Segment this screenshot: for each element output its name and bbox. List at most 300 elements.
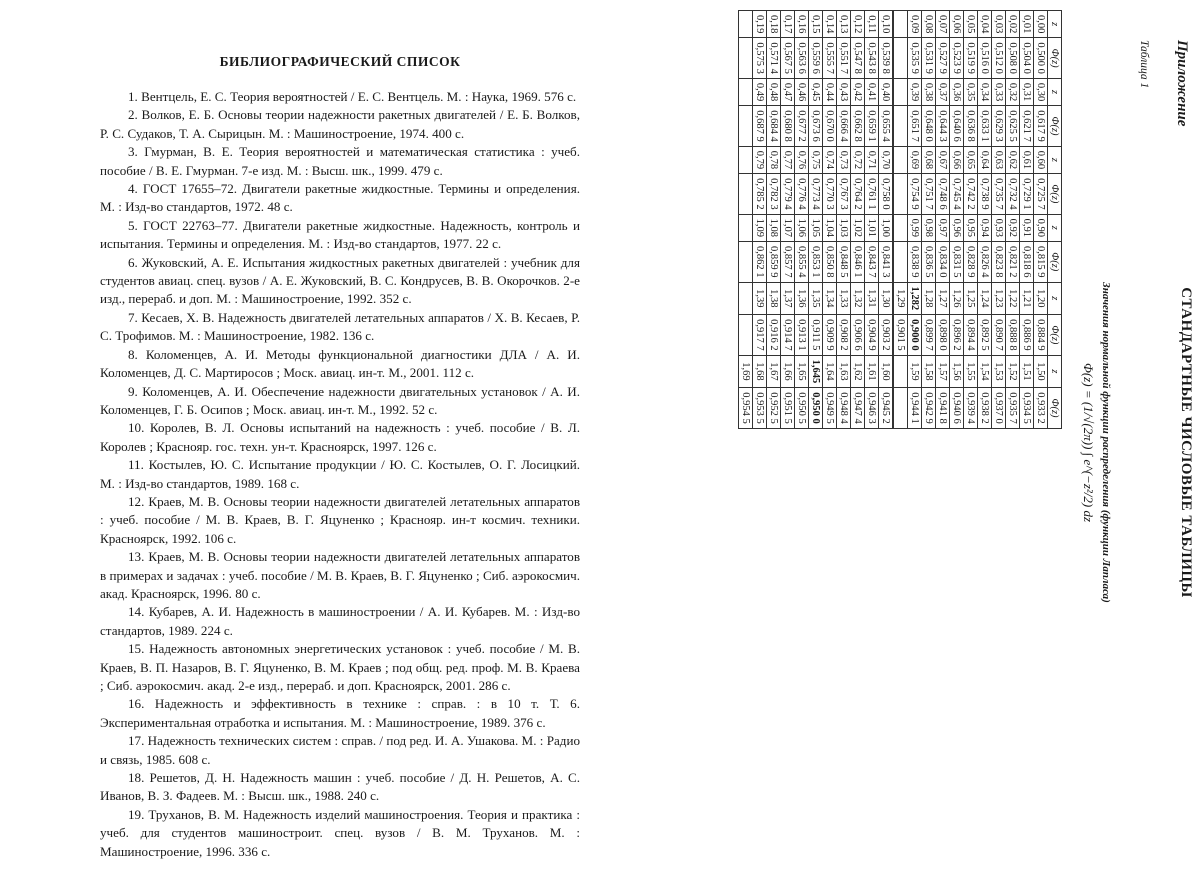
cell-phi: 0,575 3 bbox=[753, 38, 767, 79]
cell-phi: 0,846 1 bbox=[851, 242, 865, 283]
cell-phi: 0,754 9 bbox=[908, 174, 922, 215]
cell-z: 1,39 bbox=[753, 282, 767, 315]
cell-z: 0,19 bbox=[753, 11, 767, 38]
cell-z: 1,06 bbox=[795, 214, 809, 241]
bibliography-item: 1. Вентцель, Е. С. Теория вероятностей / Е. С. Вентцель. М. : Наука, 1969. 576 с. bbox=[128, 89, 577, 104]
column-header-phi: Φ(z) bbox=[1048, 315, 1062, 356]
table-body bbox=[739, 11, 1048, 429]
cell-z: 1,54 bbox=[978, 355, 992, 388]
cell-phi: 0,651 7 bbox=[908, 106, 922, 147]
cell-phi: 0,950 0 bbox=[809, 388, 823, 429]
bibliography-item: 4. ГОСТ 17655–72. Двигатели ракетные жидкостные. Термины и определения. М. : Изд-во стандартов, 1972. 48 с. bbox=[100, 181, 580, 215]
cell-z: 0,48 bbox=[767, 78, 781, 105]
cell-z: 1,64 bbox=[823, 355, 837, 388]
table-row bbox=[739, 11, 753, 429]
table-row bbox=[893, 11, 908, 429]
cell-phi: 0,633 1 bbox=[978, 106, 992, 147]
cell-z: 0,08 bbox=[922, 11, 936, 38]
cell-z: 0,43 bbox=[837, 78, 851, 105]
cell-phi: 0,841 3 bbox=[879, 242, 894, 283]
cell-phi: 0,512 0 bbox=[992, 38, 1006, 79]
cell-phi: 0,950 5 bbox=[795, 388, 809, 429]
cell-phi: 0,939 4 bbox=[964, 388, 978, 429]
cell-phi: 0,655 4 bbox=[879, 106, 894, 147]
cell-phi: 0,896 2 bbox=[950, 315, 964, 356]
cell-z: 1,53 bbox=[992, 355, 1006, 388]
cell-z: 0,10 bbox=[879, 11, 894, 38]
cell-phi: 0,648 0 bbox=[922, 106, 936, 147]
cell-z: 0,66 bbox=[950, 146, 964, 173]
cell-z: 0,00 bbox=[1034, 11, 1048, 38]
cell-z: 0,17 bbox=[781, 11, 795, 38]
cell-phi: 0,571 4 bbox=[767, 38, 781, 79]
column-header-z: z bbox=[1048, 282, 1062, 315]
cell-phi: 0,938 2 bbox=[978, 388, 992, 429]
cell-z: 1,26 bbox=[950, 282, 964, 315]
cell-z: 1,69 bbox=[739, 355, 753, 388]
column-header-z: z bbox=[1048, 146, 1062, 173]
bibliography-list bbox=[100, 88, 580, 861]
cell-phi: 0,625 5 bbox=[1006, 106, 1020, 147]
cell-phi: 0,859 9 bbox=[767, 242, 781, 283]
cell-phi: 0,764 2 bbox=[851, 174, 865, 215]
table-number-label: Таблица 1 bbox=[1138, 40, 1150, 89]
cell-z: 0,37 bbox=[936, 78, 950, 105]
cell-phi: 0,853 1 bbox=[809, 242, 823, 283]
cell-z: 0,63 bbox=[992, 146, 1006, 173]
cell-phi: 0,888 8 bbox=[1006, 315, 1020, 356]
table-row bbox=[753, 11, 767, 429]
cell-phi bbox=[893, 38, 908, 79]
cell-z: 0,40 bbox=[879, 78, 894, 105]
cell-z: 0,67 bbox=[936, 146, 950, 173]
cell-phi: 0,823 8 bbox=[992, 242, 1006, 283]
cell-z: 1,33 bbox=[837, 282, 851, 315]
cell-phi: 0,551 7 bbox=[837, 38, 851, 79]
column-header-phi: Φ(z) bbox=[1048, 106, 1062, 147]
cell-z: 0,79 bbox=[753, 146, 767, 173]
cell-z: 0,06 bbox=[950, 11, 964, 38]
cell-phi: 0,850 8 bbox=[823, 242, 837, 283]
column-header-phi: Φ(z) bbox=[1048, 174, 1062, 215]
cell-z: 0,44 bbox=[823, 78, 837, 105]
cell-phi: 0,516 0 bbox=[978, 38, 992, 79]
cell-z: 0,41 bbox=[865, 78, 879, 105]
cell-z: 0,47 bbox=[781, 78, 795, 105]
cell-z: 0,92 bbox=[1006, 214, 1020, 241]
cell-phi: 0,636 8 bbox=[964, 106, 978, 147]
cell-z: 1,04 bbox=[823, 214, 837, 241]
cell-phi: 0,935 7 bbox=[1006, 388, 1020, 429]
cell-phi: 0,567 5 bbox=[781, 38, 795, 79]
bibliography-item: 10. Королев, В. Л. Основы испытаний на надежность : учеб. пособие / В. Л. Королев ; Краснояр. гос. техн. ун-т. Красноярск, 1997. 126 с. bbox=[100, 420, 580, 454]
cell-z: 0,93 bbox=[992, 214, 1006, 241]
column-header-z: z bbox=[1048, 214, 1062, 241]
cell-phi: 0,531 9 bbox=[922, 38, 936, 79]
cell-phi: 0,901 5 bbox=[893, 315, 908, 356]
cell-z: 0,02 bbox=[1006, 11, 1020, 38]
cell-phi: 0,826 4 bbox=[978, 242, 992, 283]
table-row bbox=[1020, 11, 1034, 429]
cell-z: 1,02 bbox=[851, 214, 865, 241]
cell-phi: 0,504 0 bbox=[1020, 38, 1034, 79]
table-header-row bbox=[1048, 11, 1062, 429]
cell-z: 1,62 bbox=[851, 355, 865, 388]
cell-z: 1,08 bbox=[767, 214, 781, 241]
cell-z: 1,32 bbox=[851, 282, 865, 315]
cell-z: 1,20 bbox=[1034, 282, 1048, 315]
cell-z: 0,12 bbox=[851, 11, 865, 38]
table-row bbox=[978, 11, 992, 429]
cell-phi: 0,745 4 bbox=[950, 174, 964, 215]
cell-phi: 0,543 8 bbox=[865, 38, 879, 79]
cell-phi: 0,751 7 bbox=[922, 174, 936, 215]
cell-z: 1,645 bbox=[809, 355, 823, 388]
cell-z: 0,61 bbox=[1020, 146, 1034, 173]
cell-z: 0,15 bbox=[809, 11, 823, 38]
cell-z: 1,35 bbox=[809, 282, 823, 315]
cell-phi: 0,831 5 bbox=[950, 242, 964, 283]
cell-z bbox=[893, 146, 908, 173]
cell-phi: 0,836 5 bbox=[922, 242, 936, 283]
cell-z: 0,18 bbox=[767, 11, 781, 38]
cell-phi: 0,508 0 bbox=[1006, 38, 1020, 79]
cell-z: 1,34 bbox=[823, 282, 837, 315]
cell-phi: 0,621 7 bbox=[1020, 106, 1034, 147]
cell-z: 1,50 bbox=[1034, 355, 1048, 388]
cell-z: 1,09 bbox=[753, 214, 767, 241]
cell-phi: 0,843 7 bbox=[865, 242, 879, 283]
cell-phi bbox=[739, 106, 753, 147]
cell-z: 0,69 bbox=[908, 146, 922, 173]
cell-phi: 0,767 3 bbox=[837, 174, 851, 215]
cell-phi: 0,942 9 bbox=[922, 388, 936, 429]
table-row bbox=[992, 11, 1006, 429]
cell-z: 0,30 bbox=[1034, 78, 1048, 105]
cell-z: 1,282 bbox=[908, 282, 922, 315]
appendix-page bbox=[660, 0, 1200, 885]
cell-phi: 0,945 2 bbox=[879, 388, 894, 429]
cell-phi bbox=[739, 174, 753, 215]
cell-z: 1,07 bbox=[781, 214, 795, 241]
bibliography-page bbox=[100, 50, 580, 861]
cell-phi: 0,815 9 bbox=[1034, 242, 1048, 283]
bibliography-item: 5. ГОСТ 22763–77. Двигатели ракетные жидкостные. Надежность, контроль и испытания. Термины и определения. М. : Изд-во стандартов, 1977. 22 с. bbox=[100, 217, 580, 252]
table-row bbox=[964, 11, 978, 429]
bibliography-item: 18. Решетов, Д. Н. Надежность машин : учеб. пособие / Д. Н. Решетов, А. С. Иванов, В. З. Фадеев. М. : Высш. шк., 1988. 240 с. bbox=[100, 770, 580, 804]
cell-z: 1,58 bbox=[922, 355, 936, 388]
cell-z: 0,90 bbox=[1034, 214, 1048, 241]
cell-z: 0,64 bbox=[978, 146, 992, 173]
cell-z: 0,62 bbox=[1006, 146, 1020, 173]
cell-z: 0,07 bbox=[936, 11, 950, 38]
appendix-label: Приложение bbox=[1174, 40, 1190, 127]
cell-phi: 0,916 2 bbox=[767, 315, 781, 356]
cell-phi: 0,785 2 bbox=[753, 174, 767, 215]
cell-phi: 0,555 7 bbox=[823, 38, 837, 79]
table-row bbox=[950, 11, 964, 429]
cell-phi: 0,903 2 bbox=[879, 315, 894, 356]
cell-z: 0,45 bbox=[809, 78, 823, 105]
cell-phi: 0,890 7 bbox=[992, 315, 1006, 356]
cell-phi: 0,519 9 bbox=[964, 38, 978, 79]
cell-phi: 0,629 3 bbox=[992, 106, 1006, 147]
cell-z: 0,60 bbox=[1034, 146, 1048, 173]
cell-phi: 0,917 7 bbox=[753, 315, 767, 356]
cell-phi: 0,952 5 bbox=[767, 388, 781, 429]
cell-z: 0,04 bbox=[978, 11, 992, 38]
cell-z bbox=[739, 146, 753, 173]
cell-phi: 0,666 4 bbox=[837, 106, 851, 147]
cell-phi: 0,779 4 bbox=[781, 174, 795, 215]
cell-phi: 0,913 1 bbox=[795, 315, 809, 356]
cell-z bbox=[893, 355, 908, 388]
cell-z: 0,16 bbox=[795, 11, 809, 38]
cell-phi: 0,527 9 bbox=[936, 38, 950, 79]
bibliography-item: 3. Гмурман, В. Е. Теория вероятностей и математическая статистика : учеб. пособие / В. Е. Гмурман. 7-е изд. М. : Высш. шк., 1999. 479 с. bbox=[100, 144, 580, 178]
bibliography-item: 9. Коломенцев, А. И. Обеспечение надежности двигательных установок / А. И. Коломенцев, Г. Б. Осипов ; Моск. авиац. ин-т. М., 1992. 52 с. bbox=[100, 383, 580, 417]
cell-z: 0,72 bbox=[851, 146, 865, 173]
cell-z: 0,31 bbox=[1020, 78, 1034, 105]
cell-phi: 0,855 4 bbox=[795, 242, 809, 283]
cell-z: 0,71 bbox=[865, 146, 879, 173]
column-header-z: z bbox=[1048, 11, 1062, 38]
cell-z: 1,01 bbox=[865, 214, 879, 241]
cell-z: 0,73 bbox=[837, 146, 851, 173]
cell-z: 0,76 bbox=[795, 146, 809, 173]
cell-z: 1,38 bbox=[767, 282, 781, 315]
cell-phi bbox=[739, 242, 753, 283]
cell-z: 0,49 bbox=[753, 78, 767, 105]
cell-phi: 0,904 9 bbox=[865, 315, 879, 356]
cell-z: 0,36 bbox=[950, 78, 964, 105]
cell-z: 1,36 bbox=[795, 282, 809, 315]
cell-z: 1,52 bbox=[1006, 355, 1020, 388]
cell-phi: 0,937 0 bbox=[992, 388, 1006, 429]
column-header-phi: Φ(z) bbox=[1048, 242, 1062, 283]
bibliography-item: 13. Краев, М. В. Основы теории надежности двигателей летательных аппаратов в примерах и задачах : учеб. пособие / М. В. Краев, В. Г. Яцуненко ; Сиб. аэрокосмич. акад. Красноярск, 1996. 80 с. bbox=[100, 549, 580, 601]
cell-phi: 0,738 9 bbox=[978, 174, 992, 215]
column-header-phi: Φ(z) bbox=[1048, 388, 1062, 429]
cell-z: 1,31 bbox=[865, 282, 879, 315]
cell-z: 1,68 bbox=[753, 355, 767, 388]
cell-phi: 0,547 8 bbox=[851, 38, 865, 79]
cell-z: 0,32 bbox=[1006, 78, 1020, 105]
cell-z: 1,63 bbox=[837, 355, 851, 388]
cell-z: 1,23 bbox=[992, 282, 1006, 315]
cell-z: 0,78 bbox=[767, 146, 781, 173]
cell-z bbox=[739, 78, 753, 105]
appendix-rotated-content bbox=[660, 0, 1200, 885]
cell-z: 1,37 bbox=[781, 282, 795, 315]
cell-phi: 0,559 6 bbox=[809, 38, 823, 79]
cell-z: 0,38 bbox=[922, 78, 936, 105]
table-row bbox=[781, 11, 795, 429]
normal-distribution-table bbox=[738, 10, 1062, 429]
cell-phi: 0,948 4 bbox=[837, 388, 851, 429]
cell-z: 1,24 bbox=[978, 282, 992, 315]
cell-z: 0,46 bbox=[795, 78, 809, 105]
cell-z: 1,51 bbox=[1020, 355, 1034, 388]
cell-phi: 0,934 5 bbox=[1020, 388, 1034, 429]
cell-z: 0,65 bbox=[964, 146, 978, 173]
cell-z: 0,75 bbox=[809, 146, 823, 173]
cell-z: 0,42 bbox=[851, 78, 865, 105]
cell-z: 1,00 bbox=[879, 214, 894, 241]
cell-z: 1,60 bbox=[879, 355, 894, 388]
bibliography-title: БИБЛИОГРАФИЧЕСКИЙ СПИСОК bbox=[219, 54, 461, 69]
cell-phi: 0,909 9 bbox=[823, 315, 837, 356]
normal-distribution-table-wrap bbox=[738, 10, 1062, 429]
cell-z: 0,14 bbox=[823, 11, 837, 38]
cell-z bbox=[739, 282, 753, 315]
cell-phi bbox=[893, 388, 908, 429]
cell-z: 0,33 bbox=[992, 78, 1006, 105]
bibliography-item: 8. Коломенцев, А. И. Методы функциональной диагностики ДЛА / А. И. Коломенцев, Д. С. Мартиросов ; Моск. авиац. ин-т. М., 2001. 112 с. bbox=[100, 346, 580, 381]
table-row bbox=[809, 11, 823, 429]
cell-z: 1,55 bbox=[964, 355, 978, 388]
cell-phi: 0,838 9 bbox=[908, 242, 922, 283]
cell-phi: 0,539 8 bbox=[879, 38, 894, 79]
cell-phi: 0,953 5 bbox=[753, 388, 767, 429]
cell-phi: 0,908 2 bbox=[837, 315, 851, 356]
cell-z: 0,94 bbox=[978, 214, 992, 241]
cell-z: 0,11 bbox=[865, 11, 879, 38]
cell-phi: 0,729 1 bbox=[1020, 174, 1034, 215]
cell-z: 1,56 bbox=[950, 355, 964, 388]
cell-phi: 0,670 0 bbox=[823, 106, 837, 147]
cell-z: 0,95 bbox=[964, 214, 978, 241]
bibliography-item: 12. Краев, М. В. Основы теории надежности двигателей летательных аппаратов : учеб. пособие / М. В. Краев, В. Г. Яцуненко ; Краснояр. ин-т космич. техники. Красноярск, 1992. 106 с. bbox=[100, 493, 580, 546]
cell-phi: 0,523 9 bbox=[950, 38, 964, 79]
cell-phi: 0,933 2 bbox=[1034, 388, 1048, 429]
bibliography-item: 15. Надежность автономных энергетических установок : учеб. пособие / М. В. Краев, В. П. Назаров, В. Г. Яцуненко, В. М. Краев ; под общ. ред. проф. М. В. Краева ; Сиб. аэрокосмич. акад. 2-е изд., перераб. и доп. Красноярск, 2001. 286 с. bbox=[100, 641, 580, 693]
cell-phi: 0,748 6 bbox=[936, 174, 950, 215]
table-row bbox=[823, 11, 837, 429]
cell-phi: 0,914 7 bbox=[781, 315, 795, 356]
cell-z: 0,35 bbox=[964, 78, 978, 105]
cell-phi: 0,940 6 bbox=[950, 388, 964, 429]
cell-z: 0,98 bbox=[922, 214, 936, 241]
cell-phi: 0,680 8 bbox=[781, 106, 795, 147]
cell-z: 0,74 bbox=[823, 146, 837, 173]
cell-z: 0,68 bbox=[922, 146, 936, 173]
cell-phi: 0,640 6 bbox=[950, 106, 964, 147]
cell-z: 1,21 bbox=[1020, 282, 1034, 315]
bibliography-item: 6. Жуковский, А. Е. Испытания жидкостных ракетных двигателей : учебник для студентов авиац. спец. вузов / А. Е. Жуковский, В. С. Кондрусев, В. В. Окорочков. 2-е изд., перераб. и доп. М. : Машиностроение, 1992. 352 с. bbox=[100, 254, 580, 307]
cell-phi bbox=[893, 106, 908, 147]
cell-z: 1,67 bbox=[767, 355, 781, 388]
cell-phi: 0,684 4 bbox=[767, 106, 781, 147]
table-row bbox=[795, 11, 809, 429]
cell-phi: 0,773 4 bbox=[809, 174, 823, 215]
cell-phi: 0,949 5 bbox=[823, 388, 837, 429]
cell-z: 0,01 bbox=[1020, 11, 1034, 38]
cell-z: 1,30 bbox=[879, 282, 894, 315]
cell-z: 1,61 bbox=[865, 355, 879, 388]
cell-z: 0,97 bbox=[936, 214, 950, 241]
cell-z: 0,39 bbox=[908, 78, 922, 105]
cell-z: 1,05 bbox=[809, 214, 823, 241]
cell-phi: 0,911 5 bbox=[809, 315, 823, 356]
cell-phi: 0,862 1 bbox=[753, 242, 767, 283]
bibliography-item: 16. Надежность и эффективность в технике : справ. : в 10 т. Т. 6. Экспериментальная отработка и испытания. М. : Машиностроение, 1989. 376 с. bbox=[100, 696, 580, 730]
table-row bbox=[922, 11, 936, 429]
laplace-formula: Φ(z) = (1/√(2π)) ∫ e^(−z²/2) dz bbox=[1081, 362, 1096, 523]
cell-z: 1,29 bbox=[893, 282, 908, 315]
cell-z: 0,77 bbox=[781, 146, 795, 173]
cell-phi: 0,941 8 bbox=[936, 388, 950, 429]
cell-phi: 0,892 5 bbox=[978, 315, 992, 356]
bibliography-item: 7. Кесаев, Х. В. Надежность двигателей летательных аппаратов / Х. В. Кесаев, Р. С. Трофимов. М. : Машиностроение, 1982. 136 с. bbox=[100, 309, 580, 344]
cell-phi: 0,951 5 bbox=[781, 388, 795, 429]
cell-phi bbox=[739, 38, 753, 79]
cell-z: 1,57 bbox=[936, 355, 950, 388]
cell-phi: 0,821 2 bbox=[1006, 242, 1020, 283]
cell-phi: 0,906 6 bbox=[851, 315, 865, 356]
cell-phi: 0,857 7 bbox=[781, 242, 795, 283]
cell-phi bbox=[893, 242, 908, 283]
bibliography-item: 17. Надежность технических систем : справ. / под ред. И. А. Ушакова. М. : Радио и связь, 1985. 608 с. bbox=[100, 733, 580, 767]
table-row bbox=[908, 11, 922, 429]
table-row bbox=[865, 11, 879, 429]
cell-z: 0,70 bbox=[879, 146, 894, 173]
cell-z bbox=[893, 78, 908, 105]
cell-phi: 0,900 0 bbox=[908, 315, 922, 356]
bibliography-item: 19. Труханов, В. М. Надежность изделий машиностроения. Теория и практика : учеб. для студентов машиностроит. спец. вузов / В. М. Труханов. М. : Машиностроение, 1996. 336 с. bbox=[100, 806, 580, 859]
cell-z: 0,05 bbox=[964, 11, 978, 38]
cell-z: 1,59 bbox=[908, 355, 922, 388]
table-row bbox=[879, 11, 894, 429]
cell-z: 1,66 bbox=[781, 355, 795, 388]
cell-phi: 0,944 1 bbox=[908, 388, 922, 429]
cell-phi: 0,673 6 bbox=[809, 106, 823, 147]
cell-z: 1,25 bbox=[964, 282, 978, 315]
cell-phi: 0,735 7 bbox=[992, 174, 1006, 215]
table-caption: Значения нормальной функции распределения (функции Лапласа) bbox=[1100, 282, 1112, 603]
cell-phi: 0,617 9 bbox=[1034, 106, 1048, 147]
cell-phi: 0,947 4 bbox=[851, 388, 865, 429]
cell-z: 0,03 bbox=[992, 11, 1006, 38]
cell-phi: 0,899 7 bbox=[922, 315, 936, 356]
cell-phi: 0,659 1 bbox=[865, 106, 879, 147]
cell-z: 1,28 bbox=[922, 282, 936, 315]
table-row bbox=[851, 11, 865, 429]
cell-phi: 0,732 4 bbox=[1006, 174, 1020, 215]
cell-phi: 0,782 3 bbox=[767, 174, 781, 215]
cell-phi: 0,770 3 bbox=[823, 174, 837, 215]
cell-z: 0,13 bbox=[837, 11, 851, 38]
cell-phi: 0,884 9 bbox=[1034, 315, 1048, 356]
cell-z bbox=[893, 11, 908, 38]
cell-phi: 0,898 0 bbox=[936, 315, 950, 356]
cell-phi: 0,535 9 bbox=[908, 38, 922, 79]
cell-phi: 0,761 1 bbox=[865, 174, 879, 215]
cell-z: 1,22 bbox=[1006, 282, 1020, 315]
bibliography-item: 11. Костылев, Ю. С. Испытание продукции / Ю. С. Костылев, О. Г. Лосицкий. М. : Изд-во стандартов, 1989. 168 с. bbox=[100, 457, 580, 491]
cell-phi: 0,725 7 bbox=[1034, 174, 1048, 215]
cell-phi: 0,758 0 bbox=[879, 174, 894, 215]
cell-z bbox=[739, 214, 753, 241]
cell-z: 0,34 bbox=[978, 78, 992, 105]
column-header-z: z bbox=[1048, 355, 1062, 388]
bibliography-item: 2. Волков, Е. Б. Основы теории надежности ракетных двигателей / Е. Б. Волков, Р. С. Судаков, Т. А. Сырицын. М. : Машиностроение, 1974. 400 с. bbox=[100, 107, 580, 141]
bibliography-item: 14. Кубарев, А. И. Надежность в машиностроении / А. И. Кубарев. М. : Изд-во стандартов, 1989. 224 с. bbox=[100, 604, 580, 638]
cell-phi: 0,886 9 bbox=[1020, 315, 1034, 356]
cell-phi bbox=[893, 174, 908, 215]
cell-z: 0,09 bbox=[908, 11, 922, 38]
table-row bbox=[837, 11, 851, 429]
